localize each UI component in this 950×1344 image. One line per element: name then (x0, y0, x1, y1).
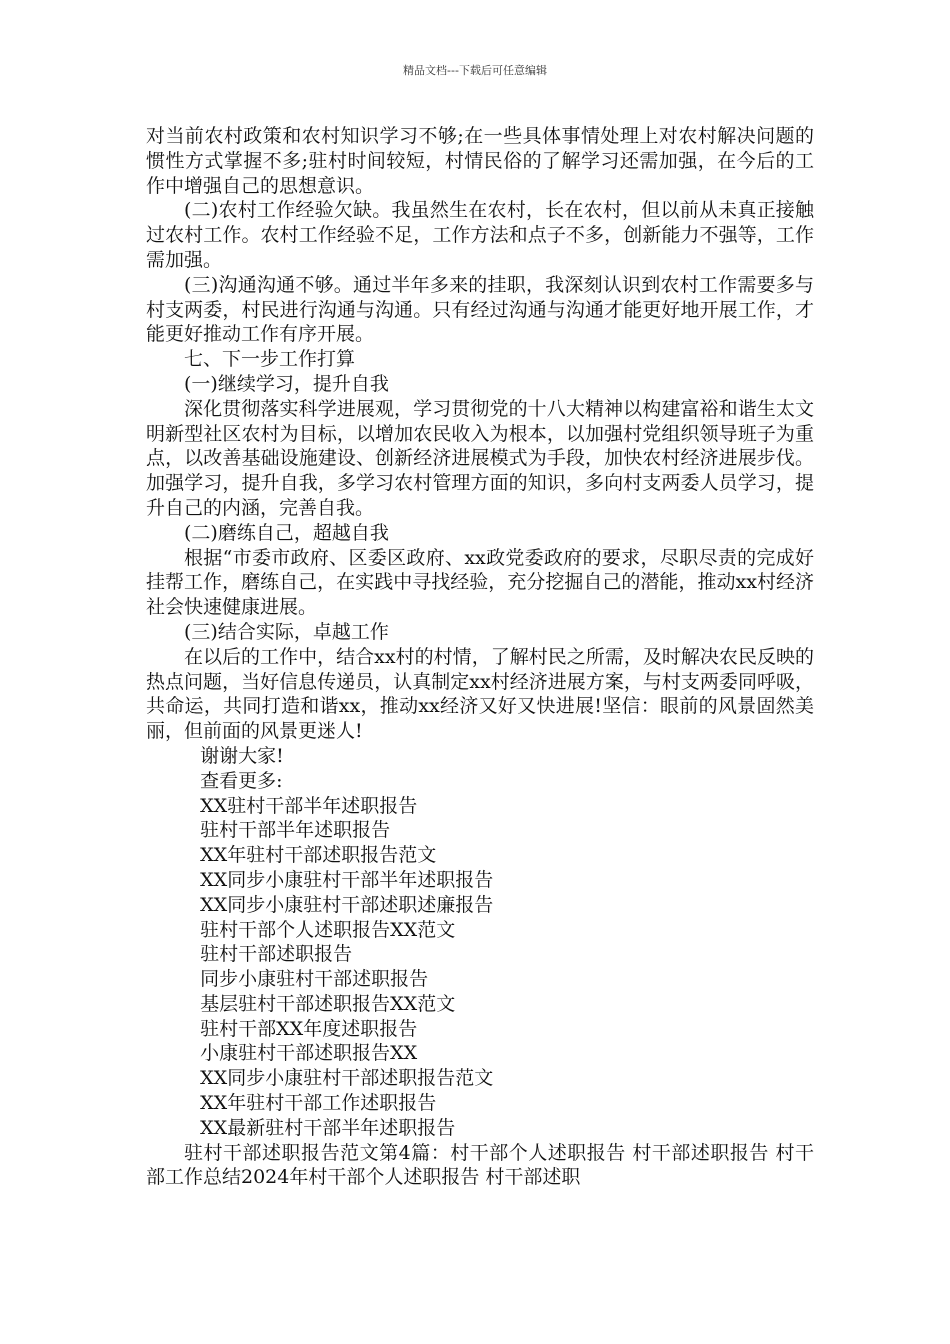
section-heading-next-steps: 七、下一步工作打算 (184, 348, 356, 371)
related-link[interactable]: 同步小康驻村干部述职报告 (200, 968, 429, 991)
related-link[interactable]: 驻村干部述职报告 (200, 943, 353, 966)
related-link[interactable]: XX年驻村干部述职报告范文 (200, 844, 437, 867)
related-link[interactable]: 基层驻村干部述职报告XX范文 (200, 992, 456, 1015)
related-link[interactable]: XX最新驻村干部半年述职报告 (200, 1116, 456, 1139)
paragraph-learning-plan: 深化贯彻落实科学进展观，学习贯彻党的十八大精神以构建富裕和谐生太文明新型社区农村为目标，以增加农民收入为根本，以加强村党组织领导班子为重点，以改善基础设施建设、创新经济进展模式为手段，加快农村经济进展步伐。加强学习，提升自我，多学习农村管理方面的知识，多向村支两委人员学习，提升自己的内涵，完善自我。 (146, 397, 814, 519)
related-link[interactable]: 小康驻村干部述职报告XX (200, 1042, 418, 1065)
related-link[interactable]: XX驻村干部半年述职报告 (200, 794, 418, 817)
thanks-line: 谢谢大家! (200, 744, 284, 767)
related-link[interactable]: XX同步小康驻村干部半年述职报告 (200, 868, 494, 891)
paragraph-experience-lacking: (二)农村工作经验欠缺。我虽然生在农村，长在农村，但以前从未真正接触过农村工作。农村工作经验不足，工作方法和点子不多，创新能力不强等，工作需加强。 (146, 199, 814, 271)
paragraph-self-training: 根据“市委市政府、区委区政府、xx政党委政府的要求，尽职尽责的完成好挂帮工作，磨练自己，在实践中寻找经验，充分挖掘自己的潜能，推动xx村经济社会快速健康进展。 (146, 546, 814, 619)
page-header: 精品文档---下载后可任意编辑 (403, 64, 547, 77)
related-link[interactable]: XX同步小康驻村干部述职述廉报告 (200, 893, 494, 916)
subheading-practical-work: (三)结合实际，卓越工作 (184, 620, 389, 643)
document-body (146, 124, 814, 1190)
paragraph-practical-work: 在以后的工作中，结合xx村的村情，了解村民之所需，及时解决农民反映的热点问题，当好信息传递员，认真制定xx村经济进展方案，与村支两委同呼吸，共命运，共同打造和谐xx，推动xx经济又好又快进展!坚信：眼前的风景固然美丽，但前面的风景更迷人! (146, 645, 814, 743)
paragraph-communication: (三)沟通沟通不够。通过半年多来的挂职，我深刻认识到农村工作需要多与村支两委，村民进行沟通与沟通。只有经过沟通与沟通才能更好地开展工作，才能更好推动工作有序开展。 (146, 273, 814, 346)
subheading-continue-learning: (一)继续学习，提升自我 (184, 372, 389, 395)
related-link[interactable]: XX年驻村干部工作述职报告 (200, 1092, 437, 1115)
related-link[interactable]: 驻村干部半年述职报告 (200, 819, 391, 842)
paragraph-shortcomings-study: 对当前农村政策和农村知识学习不够;在一些具体事情处理上对农村解决问题的惯性方式掌握不多;驻村时间较短，村情民俗的了解学习还需加强，在今后的工作中增强自己的思想意识。 (146, 125, 814, 197)
related-link[interactable]: 驻村干部个人述职报告XX范文 (200, 918, 456, 941)
see-more-label: 查看更多: (200, 769, 283, 792)
related-links-list (146, 794, 814, 1141)
subheading-self-training: (二)磨练自己，超越自我 (184, 521, 389, 544)
related-link[interactable]: 驻村干部XX年度述职报告 (200, 1017, 418, 1040)
paragraph-next-article: 驻村干部述职报告范文第4篇：村干部个人述职报告 村干部述职报告 村干部工作总结2024年村干部个人述职报告 村干部述职 (146, 1141, 814, 1189)
related-link[interactable]: XX同步小康驻村干部述职报告范文 (200, 1067, 494, 1090)
